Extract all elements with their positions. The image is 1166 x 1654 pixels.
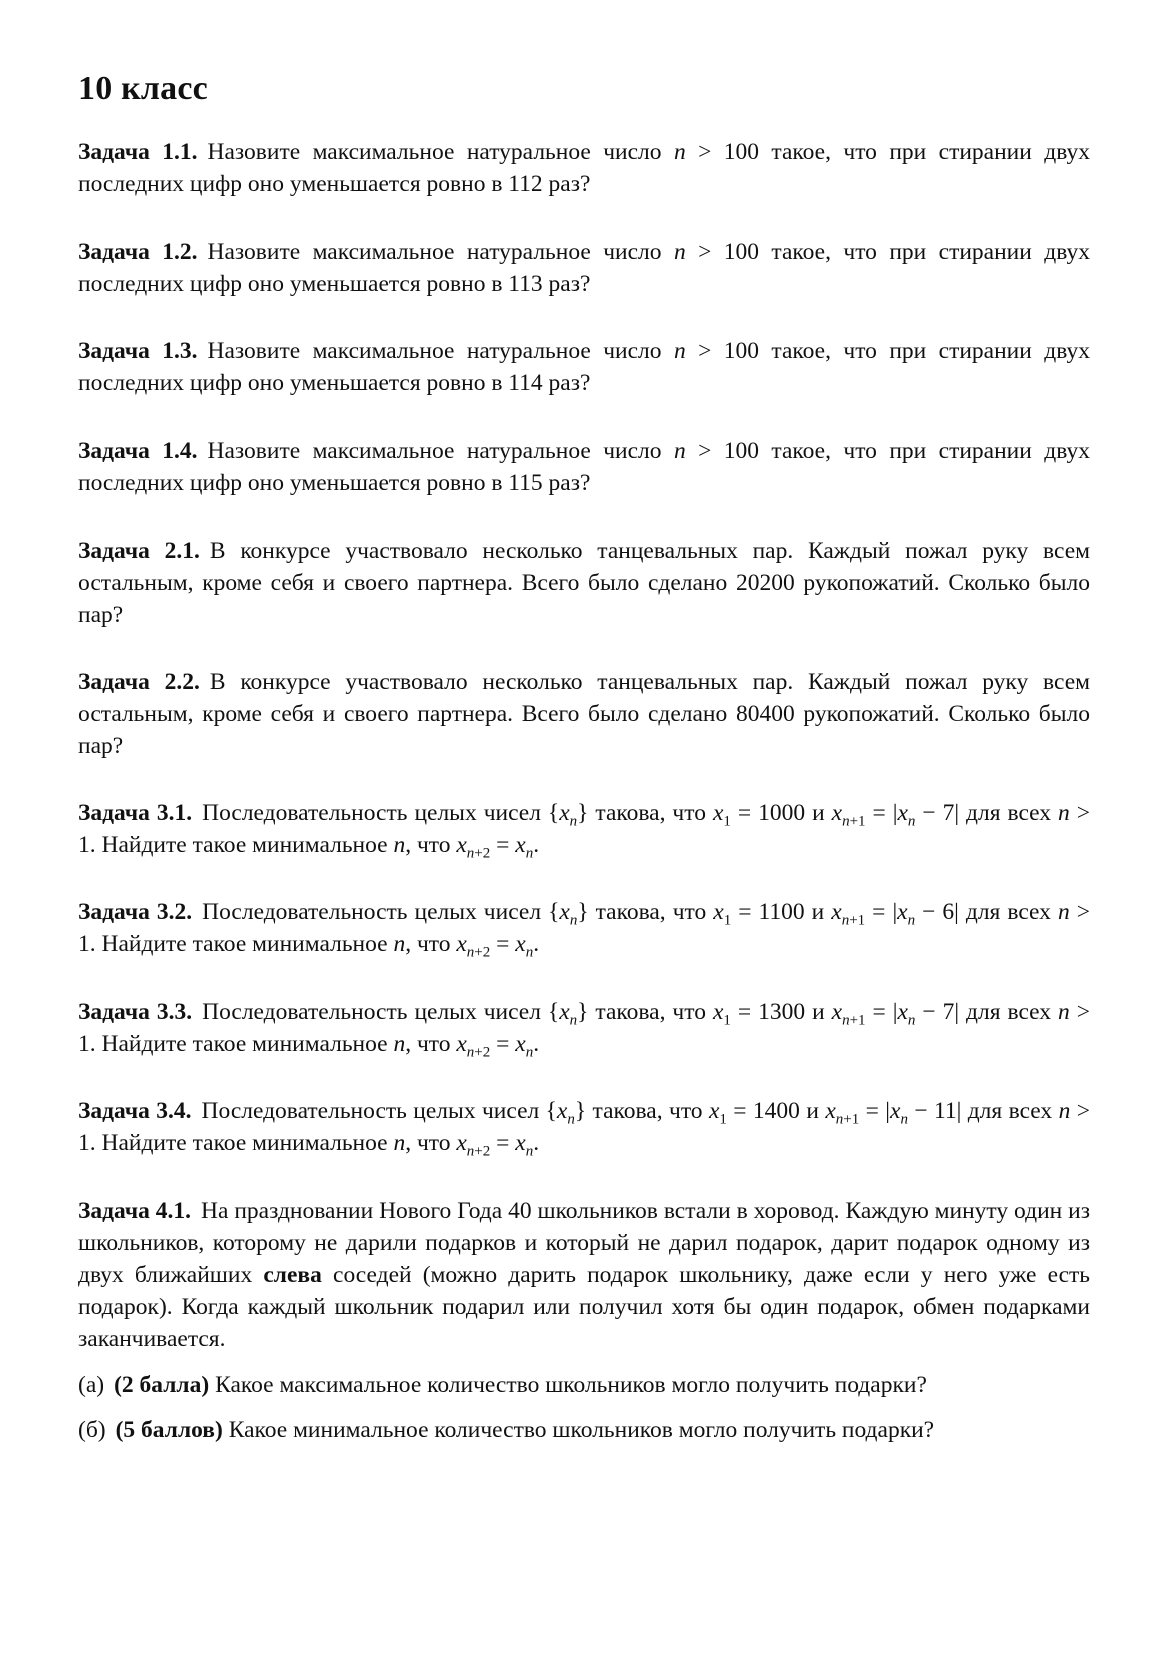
problem-3-1 (78, 797, 1090, 861)
problem-label: Задача 3.3. (78, 999, 193, 1025)
problem-1-3 (78, 335, 1090, 399)
problem-4-1 (78, 1195, 1090, 1446)
problem-2-2 (78, 666, 1090, 762)
problem-text: В конкурсе участвовало несколько танцевальных пар. Каждый пожал руку всем остальным, кроме себя и своего партнера. Всего было сделано 80400 рукопожатий. Сколько было пар? (78, 669, 1090, 759)
problem-label: Задача 1.1. (78, 139, 198, 165)
problem-label: Задача 2.2. (78, 669, 200, 695)
subquestion-text: Какое минимальное количество школьников могло получить подарки? (228, 1417, 935, 1443)
problem-label: Задача 3.4. (78, 1098, 192, 1124)
problem-label: Задача 1.3. (78, 338, 198, 364)
emphasis-word: слева (263, 1262, 322, 1288)
problem-1-4 (78, 435, 1090, 499)
problem-1-1 (78, 136, 1090, 200)
problem-3-2 (78, 896, 1090, 960)
subquestion-b (78, 1414, 1090, 1446)
problem-1-2 (78, 236, 1090, 300)
problem-label: Задача 1.4. (78, 438, 198, 464)
math-variable: n (673, 438, 686, 464)
problem-text: Последовательность целых чисел $\{x_n\}$ такова, что $x_1 = 1300$ и $x_{n+1} = |x_n - 7|$ для всех n > 1. Найдите такое минимальное n, что $x_{n+2} = x_n$. (78, 999, 1090, 1061)
problem-text-before: На праздновании Нового Года 40 школьников встали в хоровод. Каждую минуту один из школьников, которому не дарили подарков и который не дарил подарок, дарит подарок одному из двух ближайших (78, 1198, 1090, 1288)
subquestion-letter: (б) (78, 1417, 106, 1443)
subquestion-text: Какое максимальное количество школьников могло получить подарки? (215, 1372, 927, 1398)
problem-text: В конкурсе участвовало несколько танцевальных пар. Каждый пожал руку всем остальным, кроме себя и своего партнера. Всего было сделано 20200 рукопожатий. Сколько было пар? (78, 538, 1090, 628)
problem-text: Последовательность целых чисел $\{x_n\}$ такова, что $x_1 = 1000$ и $x_{n+1} = |x_n - 7|$ для всех n > 1. Найдите такое минимальное n, что $x_{n+2} = x_n$. (78, 800, 1090, 862)
subquestion-points: (5 баллов) (115, 1417, 223, 1443)
problem-3-4 (78, 1095, 1090, 1159)
math-variable: n (673, 139, 686, 165)
math-variable: n (673, 338, 686, 364)
problem-text: Назовите максимальное натуральное число n > 100 такое, что при стирании двух последних цифр оно уменьшается ровно в 115 раз? (78, 438, 1090, 496)
problem-text: Назовите максимальное натуральное число n > 100 такое, что при стирании двух последних цифр оно уменьшается ровно в 114 раз? (78, 338, 1090, 396)
math-variable: n (673, 239, 686, 265)
problem-text: Назовите максимальное натуральное число n > 100 такое, что при стирании двух последних цифр оно уменьшается ровно в 113 раз? (78, 239, 1090, 297)
problem-label: Задача 3.2. (78, 899, 193, 925)
problem-2-1 (78, 535, 1090, 631)
problem-label: Задача 2.1. (78, 538, 200, 564)
problem-text: Последовательность целых чисел $\{x_n\}$ такова, что $x_1 = 1100$ и $x_{n+1} = |x_n - 6|$ для всех n > 1. Найдите такое минимальное n, что $x_{n+2} = x_n$. (78, 899, 1090, 961)
problem-text: Назовите максимальное натуральное число n > 100 такое, что при стирании двух последних цифр оно уменьшается ровно в 112 раз? (78, 139, 1090, 197)
problem-label: Задача 4.1. (78, 1198, 192, 1224)
problem-label: Задача 3.1. (78, 800, 193, 826)
problem-3-3 (78, 996, 1090, 1060)
subquestion-points: (2 балла) (114, 1372, 210, 1398)
subquestion-a (78, 1369, 1090, 1401)
problem-text: Последовательность целых чисел $\{x_n\}$ такова, что $x_1 = 1400$ и $x_{n+1} = |x_n - 11|$ для всех n > 1. Найдите такое минимальное n, что $x_{n+2} = x_n$. (78, 1098, 1090, 1160)
problem-text-after: соседей (можно дарить подарок школьнику, даже если у него уже есть подарок). Когда каждый школьник подарил или получил хотя бы один подарок, обмен подарками заканчивается. (78, 1262, 1091, 1352)
subquestion-letter: (а) (78, 1372, 105, 1398)
problem-label: Задача 1.2. (78, 239, 198, 265)
page-title: 10 класс (78, 70, 208, 107)
